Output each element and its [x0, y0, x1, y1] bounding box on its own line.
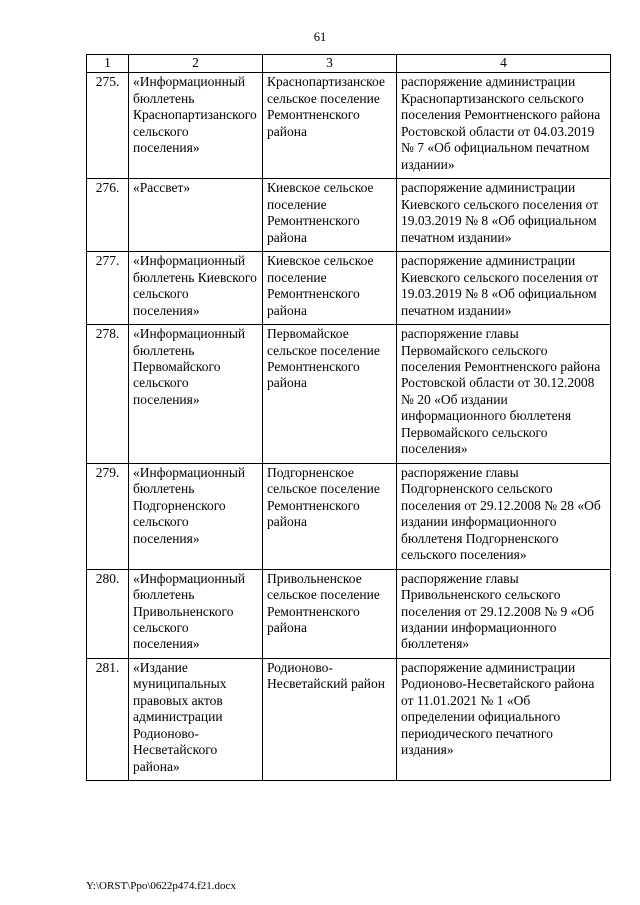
table-row — [87, 179, 611, 252]
publication-name-cell: «Информационный бюллетень Подгорненского сельского поселения» — [129, 463, 263, 569]
row-number-cell: 278. — [87, 325, 129, 464]
publication-name-cell: «Информационный бюллетень Краснопартизанского сельского поселения» — [129, 73, 263, 179]
founding-document-cell: распоряжение администрации Родионово-Несветайского района от 11.01.2021 № 1 «Об определении официального периодического печатного издания» — [397, 658, 611, 780]
row-number-cell: 277. — [87, 252, 129, 325]
founding-document-cell: распоряжение администрации Краснопартизанского сельского поселения Ремонтненского района Ростовской области от 04.03.2019 № 7 «Об официальном печатном издании» — [397, 73, 611, 179]
column-header-2: 2 — [129, 55, 263, 73]
publication-name-cell: «Рассвет» — [129, 179, 263, 252]
territory-cell: Киевское сельское поселение Ремонтненского района — [263, 179, 397, 252]
row-number-cell: 279. — [87, 463, 129, 569]
publication-name-cell: «Информационный бюллетень Киевского сельского поселения» — [129, 252, 263, 325]
registry-table — [86, 54, 611, 781]
territory-cell: Подгорненское сельское поселение Ремонтненского района — [263, 463, 397, 569]
table-header-row — [87, 55, 611, 73]
founding-document-cell: распоряжение главы Подгорненского сельского поселения от 29.12.2008 № 28 «Об издании информационного бюллетеня Подгорненского сельского поселения» — [397, 463, 611, 569]
founding-document-cell: распоряжение администрации Киевского сельского поселения от 19.03.2019 № 8 «Об официальном печатном издании» — [397, 252, 611, 325]
publication-name-cell: «Издание муниципальных правовых актов администрации Родионово-Несветайского района» — [129, 658, 263, 780]
publication-name-cell: «Информационный бюллетень Первомайского сельского поселения» — [129, 325, 263, 464]
table-row — [87, 463, 611, 569]
row-number-cell: 276. — [87, 179, 129, 252]
page-number: 61 — [313, 30, 327, 44]
row-number-cell: 281. — [87, 658, 129, 780]
publication-name-cell: «Информационный бюллетень Привольненского сельского поселения» — [129, 569, 263, 658]
table-row — [87, 252, 611, 325]
table-row — [87, 569, 611, 658]
territory-cell: Первомайское сельское поселение Ремонтненского района — [263, 325, 397, 464]
file-path-footer: Y:\ORST\Ppo\0622p474.f21.docx — [86, 880, 236, 892]
territory-cell: Киевское сельское поселение Ремонтненского района — [263, 252, 397, 325]
table-row — [87, 658, 611, 780]
founding-document-cell: распоряжение главы Первомайского сельского поселения Ремонтненского района Ростовской области от 30.12.2008 № 20 «Об издании информационного бюллетеня Первомайского сельского поселения» — [397, 325, 611, 464]
row-number-cell: 275. — [87, 73, 129, 179]
founding-document-cell: распоряжение администрации Киевского сельского поселения от 19.03.2019 № 8 «Об официальном печатном издании» — [397, 179, 611, 252]
founding-document-cell: распоряжение главы Привольненского сельского поселения от 29.12.2008 № 9 «Об издании информационного бюллетеня» — [397, 569, 611, 658]
territory-cell: Привольненское сельское поселение Ремонтненского района — [263, 569, 397, 658]
territory-cell: Краснопартизанское сельское поселение Ремонтненского района — [263, 73, 397, 179]
table-row — [87, 325, 611, 464]
column-header-3: 3 — [263, 55, 397, 73]
territory-cell: Родионово-Несветайский район — [263, 658, 397, 780]
table-row — [87, 73, 611, 179]
row-number-cell: 280. — [87, 569, 129, 658]
column-header-1: 1 — [87, 55, 129, 73]
column-header-4: 4 — [397, 55, 611, 73]
